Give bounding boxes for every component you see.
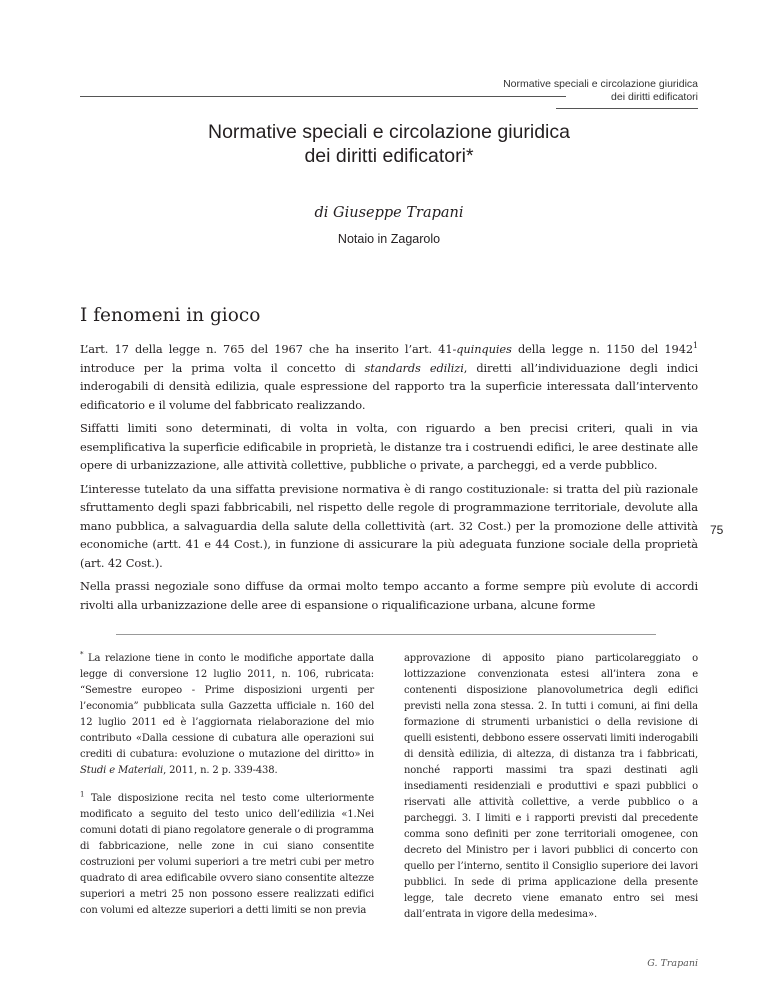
footnotes-column-left <box>80 651 374 933</box>
header-rule-top <box>80 96 566 97</box>
running-head-line-1: Normative speciali e circolazione giuridica <box>503 78 698 90</box>
body-paragraph-3: L’interesse tutelato da una siffatta previsione normativa è di rango costituzionale: si tratta del più razionale sfruttamento degli spazi fabbricabili, nel rispetto delle regole di programmazione territoriale, devolute alla mano pubblica, a salvaguardia della salute della collettività (art. 32 Cost.) per la promozione delle attività economiche (artt. 41 e 44 Cost.), in funzione di assicurare la più adeguata funzione sociale della proprietà (art. 42 Cost.). <box>80 481 698 570</box>
page-number: 75 <box>710 523 724 537</box>
article-title <box>80 120 698 168</box>
body-paragraph-1 <box>80 340 698 414</box>
article-title-line-2: dei diritti edificatori* <box>304 145 474 167</box>
footnote-star-text-c: , 2011, n. 2 p. 339-438. <box>163 765 278 776</box>
footnote-star-mark: * <box>80 650 84 659</box>
running-head <box>470 78 698 104</box>
footnote-1-mark: 1 <box>80 790 85 799</box>
p1-italic-standards: standards edilizi <box>364 360 464 375</box>
p1-text-g: , diretti all’individuazione degli indici inderogabili di densità edilizia, quale espressione del rapporto tra la superficie interessata dall’intervento edificatorio e il volume del fabbricato realizzando. <box>80 360 698 412</box>
footer-author: G. Trapani <box>647 958 698 969</box>
p1-text-e: introduce per la prima volta il concetto di <box>80 360 365 375</box>
footnote-rule <box>116 634 656 635</box>
footnotes <box>80 651 698 933</box>
article-author: di Giuseppe Trapani <box>314 205 464 221</box>
footnote-1-part-2: approvazione di apposito piano particolareggiato o lottizzazione convenzionata estesi all’intera zona e contenenti disposizione planovolumetrica degli edifici previsti nella zona stessa. 2. In tutti i comuni, ai fini della formazione di strumenti urbanistici o della revisione di quelli esistenti, debbono essere osservati limiti inderogabili di densità edilizia, di altezza, di distanza tra i fabbricati, nonché rapporti massimi tra spazi destinati agli insediamenti residenziali e produttivi e spazi pubblici o riservati alle attività collettive, a verde pubblico o a parcheggi. 3. I limiti e i rapporti previsti dal precedente comma sono definiti per zone territoriali omogenee, con decreto del Ministro per i lavori pubblici di concerto con quello per l’interno, sentito il Consiglio superiore dei lavori pubblici. In sede di prima applicazione della presente legge, tale decreto viene emanato entro sei mesi dall’entrata in vigore della medesima». <box>404 653 698 920</box>
p1-italic-quinquies: quinquies <box>456 342 512 356</box>
p1-text-a: L’art. 17 della legge n. 765 del 1967 che ha inserito l’art. 41- <box>80 342 457 356</box>
footnote-1-text-a: Tale disposizione recita nel testo come ulteriormente modificato a seguito del testo unico dell’edilizia «1.Nei comuni dotati di piano regolatore generale o di programma di fabbricazione, nelle zone in cui siano consentite costruzioni per volumi superiori a tre metri cubi per metro quadrato di area edificabile ovvero siano consentite altezze superiori a metri 25 non possono essere realizzati edifici con volumi ed altezze superiori a detti limiti se non previa <box>80 793 374 916</box>
article-body <box>80 340 698 619</box>
p1-text-c: della legge n. 1150 del 1942 <box>511 342 693 356</box>
footnote-1-part-1 <box>80 791 374 919</box>
footnote-ref-1: 1 <box>693 341 698 351</box>
footnote-star-italic: Studi e Materiali <box>80 765 164 776</box>
body-paragraph-4: Nella prassi negoziale sono diffuse da ormai molto tempo accanto a forme sempre più evolute di accordi rivolti alla urbanizzazione delle aree di espansione o riqualificazione urbana, alcune forme <box>80 579 698 612</box>
running-head-line-2: dei diritti edificatori <box>611 91 698 103</box>
body-paragraph-2: Siffatti limiti sono determinati, di volta in volta, con riguardo a ben precisi criteri, quali in via esemplificativa la superficie edificabile in proprietà, le distanze tra i costruendi edifici, le aree destinate alle opere di urbanizzazione, alle attività collettive, pubbliche o private, a parcheggi, ed a verde pubblico. <box>80 421 698 472</box>
footnote-star-text-a: La relazione tiene in conto le modifiche apportate dalla legge di conversione 12 luglio 2011, n. 106, rubricata: “Semestre europeo - Prime disposizioni urgenti per l’economia” pubblicata sulla Gazzetta ufficiale n. 160 del 12 luglio 2011 ed è l’aggiornata rielaborazione del mio contributo «Dalla cessione di cubatura alle operazioni sui crediti di cubatura: evoluzione o mutazione del diritto» in <box>80 653 374 760</box>
footnotes-column-right <box>404 651 698 933</box>
footnote-star <box>80 651 374 779</box>
section-heading: I fenomeni in gioco <box>80 305 261 326</box>
article-title-line-1: Normative speciali e circolazione giuridica <box>208 121 570 143</box>
header-rule-bottom <box>556 108 698 109</box>
author-affiliation: Notaio in Zagarolo <box>337 232 441 246</box>
